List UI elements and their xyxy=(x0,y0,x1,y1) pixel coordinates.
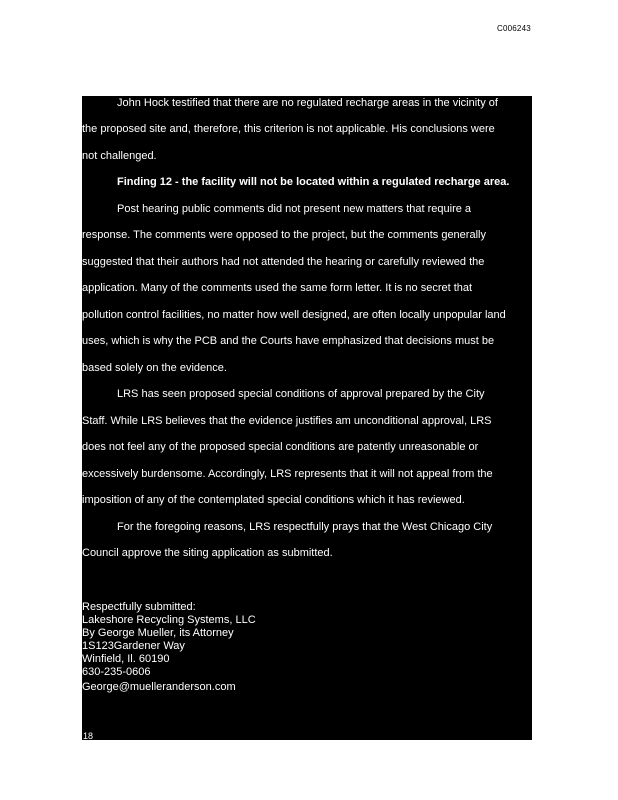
body-line: does not feel any of the proposed special conditions are patently unreasonable or xyxy=(82,441,479,453)
page-number: 18 xyxy=(83,731,94,741)
document-body xyxy=(82,96,532,740)
signature-line: Respectfully submitted: xyxy=(82,601,196,613)
body-line: LRS has seen proposed special conditions of approval prepared by the City xyxy=(117,388,485,400)
body-line: pollution control facilities, no matter how well designed, are often locally unpopular land xyxy=(82,309,506,321)
body-line: the proposed site and, therefore, this criterion is not applicable. His conclusions were xyxy=(82,123,495,135)
signature-line: Lakeshore Recycling Systems, LLC xyxy=(82,614,256,626)
body-line: not challenged. xyxy=(82,150,157,162)
body-line: suggested that their authors had not attended the hearing or carefully reviewed the xyxy=(82,256,485,268)
body-line: application. Many of the comments used the same form letter. It is no secret that xyxy=(82,282,473,294)
bates-number: C006243 xyxy=(497,24,531,33)
body-line: response. The comments were opposed to the project, but the comments generally xyxy=(82,229,486,241)
body-line: Staff. While LRS believes that the evidence justifies am unconditional approval, LRS xyxy=(82,415,492,427)
body-line: John Hock testified that there are no regulated recharge areas in the vicinity of xyxy=(117,97,498,109)
body-line: Post hearing public comments did not present new matters that require a xyxy=(117,203,472,215)
body-line: imposition of any of the contemplated special conditions which it has reviewed. xyxy=(82,494,465,506)
signature-line: Winfield, Il. 60190 xyxy=(82,653,170,665)
finding-heading: Finding 12 - the facility will not be located within a regulated recharge area. xyxy=(117,176,510,188)
body-line: For the foregoing reasons, LRS respectfully prays that the West Chicago City xyxy=(117,521,493,533)
signature-line: By George Mueller, its Attorney xyxy=(82,627,234,639)
body-line: excessively burdensome. Accordingly, LRS represents that it will not appeal from the xyxy=(82,468,493,480)
signature-line: 630-235-0606 xyxy=(82,666,151,678)
body-line: Council approve the siting application as submitted. xyxy=(82,547,333,559)
body-line: based solely on the evidence. xyxy=(82,362,227,374)
body-line: uses, which is why the PCB and the Courts have emphasized that decisions must be xyxy=(82,335,495,347)
signature-email: George@muelleranderson.com xyxy=(82,681,236,693)
signature-line: 1S123Gardener Way xyxy=(82,640,185,652)
